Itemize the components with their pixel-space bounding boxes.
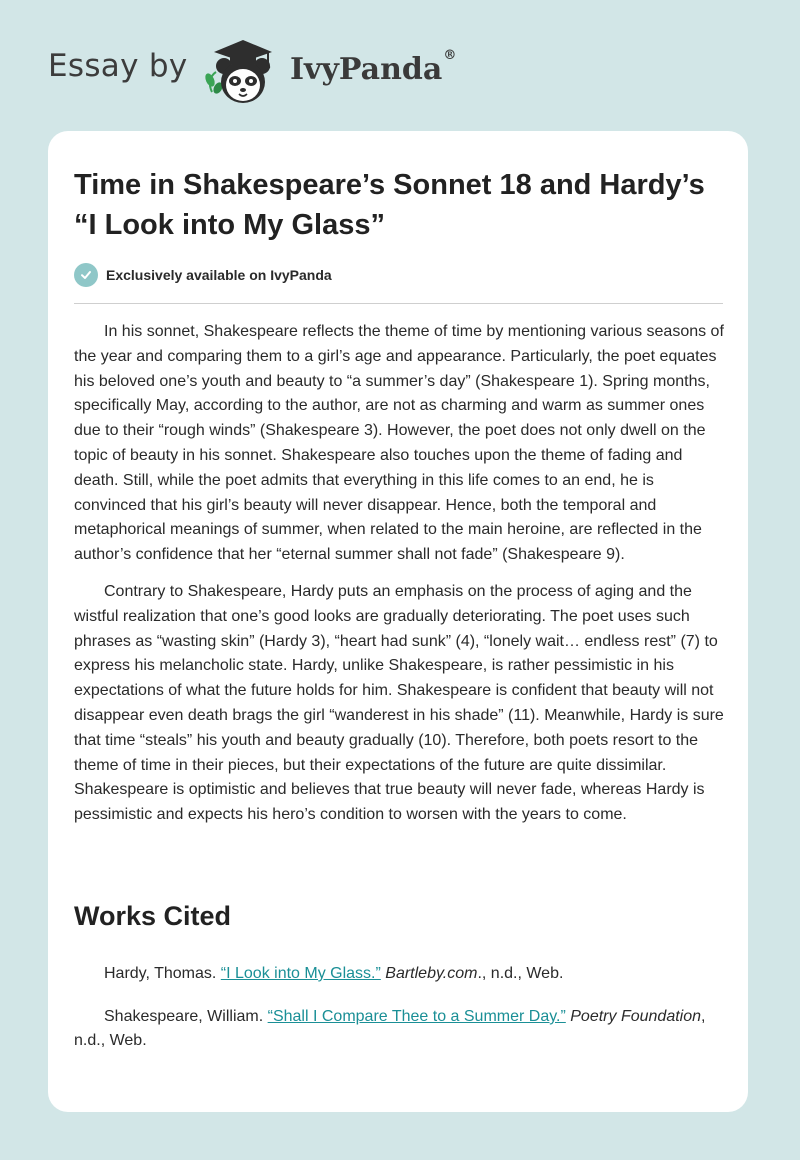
citation-details: , n.d., Web.: [74, 1008, 706, 1049]
essay-card: [48, 131, 748, 1112]
citation-author: Hardy, Thomas.: [104, 965, 221, 982]
citation-source: Bartleby.com: [380, 965, 478, 982]
badge-label: Exclusively available on IvyPanda: [106, 267, 332, 283]
panda-logo-icon[interactable]: [200, 36, 282, 108]
citation-details: ., n.d., Web.: [477, 965, 564, 982]
registered-mark: ®: [443, 48, 457, 63]
site-header: [0, 0, 800, 130]
paragraph: In his sonnet, Shakespeare reflects the theme of time by mentioning various seasons of the year and comparing them to a girl’s age and appearance. Particularly, the poet equates his beloved one’s youth and beauty to “a summer’s day” (Shakespeare 1). Spring months, specifically May, according to the author, are not as charming and warm as summer ones due to their “rough winds” (Shakespeare 3). However, the poet does not only dwell on the topic of beauty in his sonnet. Shakespeare also touches upon the theme of fading and death. Still, while the poet admits that everything in this life comes to an end, he is convinced that his girl’s beauty will never disappear. Hence, both the temporal and metaphorical meanings of summer, when related to the main heroine, are reflected in the author’s confidence that her “eternal summer shall not fade” (Shakespeare 9).: [74, 323, 724, 564]
brand-name[interactable]: [290, 48, 457, 87]
citation-source: Poetry Foundation: [565, 1008, 702, 1025]
essay-body: [74, 320, 724, 840]
citation-author: Shakespeare, William.: [104, 1008, 268, 1025]
citation-link[interactable]: “I Look into My Glass.”: [220, 965, 381, 982]
exclusive-badge: [74, 262, 332, 288]
page-title: Time in Shakespeare’s Sonnet 18 and Hardy’s “I Look into My Glass”: [74, 169, 705, 241]
citation-entry: [74, 962, 724, 986]
brand-name-text: IvyPanda: [290, 52, 443, 87]
citation-link[interactable]: “Shall I Compare Thee to a Summer Day.”: [267, 1008, 566, 1025]
divider: [74, 303, 723, 304]
paragraph: Contrary to Shakespeare, Hardy puts an emphasis on the process of aging and the wistful realization that one’s good looks are gradually deteriorating. The poet uses such phrases as “wasting skin” (Hardy 3), “heart had sunk” (4), “lonely wait… endless rest” (7) to express his melancholic state. Hardy, unlike Shakespeare, is rather pessimistic in his expectations of what the future holds for him. Shakespeare is confident that beauty will not disappear even death brags the girl “wanderest in his shade” (11). Meanwhile, Hardy is sure that time “steals” his youth and beauty gradually (10). Therefore, both poets resort to the theme of time in their pieces, but their expectations of the future are quite dissimilar. Shakespeare is optimistic and believes that true beauty will never fade, whereas Hardy is pessimistic and expects his hero’s condition to worsen with the years to come.: [74, 582, 724, 824]
works-cited-heading: Works Cited: [74, 901, 232, 931]
citation-entry: [74, 1005, 724, 1053]
check-circle-icon: [74, 263, 98, 287]
essay-by-label: Essay by: [48, 48, 188, 84]
